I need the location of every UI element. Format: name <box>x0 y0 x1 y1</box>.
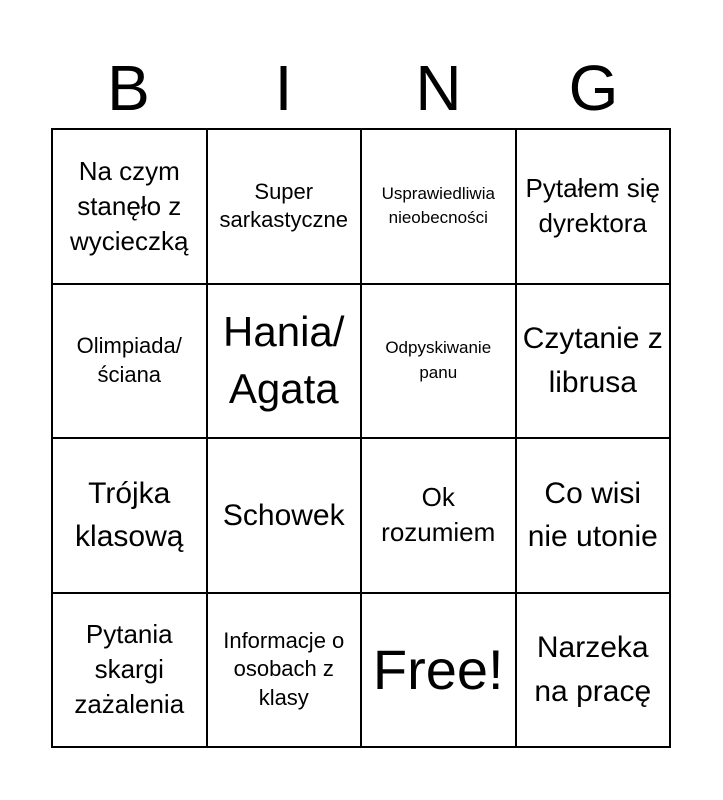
header-letter-g: G <box>568 52 619 124</box>
bingo-cell[interactable] <box>362 285 517 440</box>
cell-text: Informacje o osobach z klasy <box>223 627 345 711</box>
free-space-cell[interactable] <box>362 594 517 749</box>
cell-text: Olimpiada/ ściana <box>76 333 182 387</box>
header-letter-b: B <box>107 52 150 124</box>
cell-text: Trójka klasową <box>75 476 184 554</box>
cell-text: Odpyskiwanie panu <box>385 338 492 382</box>
bingo-cell[interactable] <box>53 285 208 440</box>
cell-text: Pytania skargi zażalenia <box>74 619 185 720</box>
cell-text: Narzeka na pracę <box>534 631 652 708</box>
cell-text: Hania/ Agata <box>223 308 345 412</box>
bingo-cell[interactable] <box>208 285 363 440</box>
cell-text: Na czym stanęło z wycieczką <box>70 155 189 256</box>
cell-text: Pytałem się dyrektora <box>525 173 660 239</box>
bingo-cell[interactable] <box>208 439 363 594</box>
cell-text: Ok rozumiem <box>381 482 496 548</box>
bingo-cell[interactable] <box>517 285 672 440</box>
cell-text: Usprawiedliwia nieobecności <box>381 183 495 228</box>
bingo-cell[interactable] <box>362 130 517 285</box>
cell-text: Super sarkastyczne <box>219 178 348 233</box>
bingo-cell[interactable] <box>517 594 672 749</box>
cell-text: Schowek <box>222 498 345 532</box>
bingo-cell[interactable] <box>53 130 208 285</box>
header-letter-i: I <box>274 52 293 124</box>
cell-text: Czytanie z librusa <box>522 322 663 399</box>
bingo-cell[interactable] <box>53 594 208 749</box>
free-space-text: Free! <box>372 637 504 701</box>
bingo-cell[interactable] <box>517 439 672 594</box>
bingo-cell[interactable] <box>208 594 363 749</box>
bingo-grid <box>51 128 671 748</box>
bingo-cell[interactable] <box>517 130 672 285</box>
bingo-cell[interactable] <box>208 130 363 285</box>
header-letter-n: N <box>415 52 462 124</box>
bingo-cell[interactable] <box>362 439 517 594</box>
bingo-header <box>51 52 671 124</box>
cell-text: Co wisi nie utonie <box>527 476 658 554</box>
bingo-cell[interactable] <box>53 439 208 594</box>
